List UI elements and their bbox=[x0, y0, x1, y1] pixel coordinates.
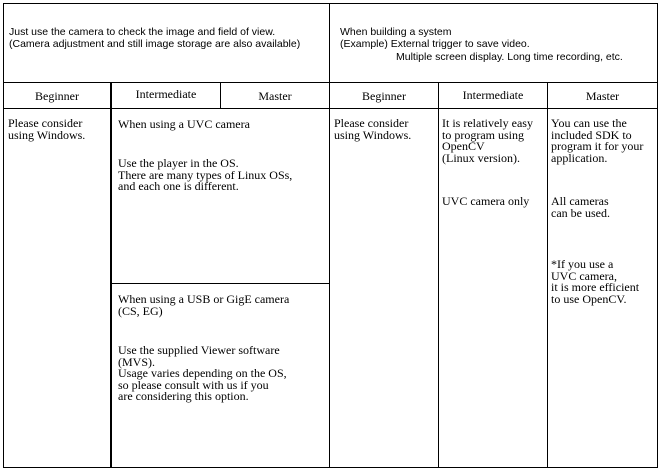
left-panel-description: Just use the camera to check the image and field of view. (Camera adjustment and still image storage are also available) bbox=[9, 26, 301, 50]
right-header-beginner: Beginner bbox=[362, 89, 406, 103]
right-panel-description-line2: Multiple screen display. Long time recording, etc. bbox=[396, 51, 623, 63]
right-col-divider-1 bbox=[438, 82, 439, 468]
right-intermediate-note: UVC camera only bbox=[442, 194, 530, 208]
left-header-master: Master bbox=[258, 89, 292, 103]
right-panel-description: When building a system (Example) External trigger to save video. bbox=[340, 26, 530, 50]
left-uvc-title: When using a UVC camera bbox=[118, 117, 250, 131]
left-uvc-text: Use the player in the OS. There are many types of Linux OSs, and each one is different. bbox=[118, 156, 293, 193]
right-header-intermediate: Intermediate bbox=[462, 88, 524, 102]
bottom-border bbox=[3, 467, 658, 468]
left-beginner-text: Please consider using Windows. bbox=[8, 116, 86, 142]
top-border bbox=[3, 3, 658, 4]
header-bottom-line bbox=[3, 108, 658, 109]
right-col-divider-2 bbox=[547, 82, 548, 468]
right-master-text: You can use the included SDK to program it for your application. bbox=[551, 116, 644, 165]
right-master-note: All cameras can be used. bbox=[551, 194, 610, 220]
right-master-tip: *If you use a UVC camera, it is more efficient to use OpenCV. bbox=[551, 257, 640, 306]
right-beginner-text: Please consider using Windows. bbox=[334, 116, 412, 142]
left-header-beginner: Beginner bbox=[35, 89, 79, 103]
left-usb-text: Use the supplied Viewer software (MVS). Usage varies depending on the OS, so please consult with us if you are considering this option. bbox=[118, 343, 287, 403]
left-border bbox=[3, 3, 4, 468]
left-usb-title: When using a USB or GigE camera (CS, EG) bbox=[118, 292, 290, 318]
header-top-line bbox=[3, 82, 658, 83]
left-header-intermediate: Intermediate bbox=[135, 87, 197, 101]
left-col-divider-1 bbox=[110, 82, 112, 468]
right-border bbox=[657, 3, 658, 468]
right-intermediate-text: It is relatively easy to program using OpenCV (Linux version). bbox=[442, 116, 533, 165]
panel-divider bbox=[329, 3, 330, 468]
right-header-master: Master bbox=[585, 89, 620, 103]
left-intermediate-split bbox=[111, 283, 330, 284]
